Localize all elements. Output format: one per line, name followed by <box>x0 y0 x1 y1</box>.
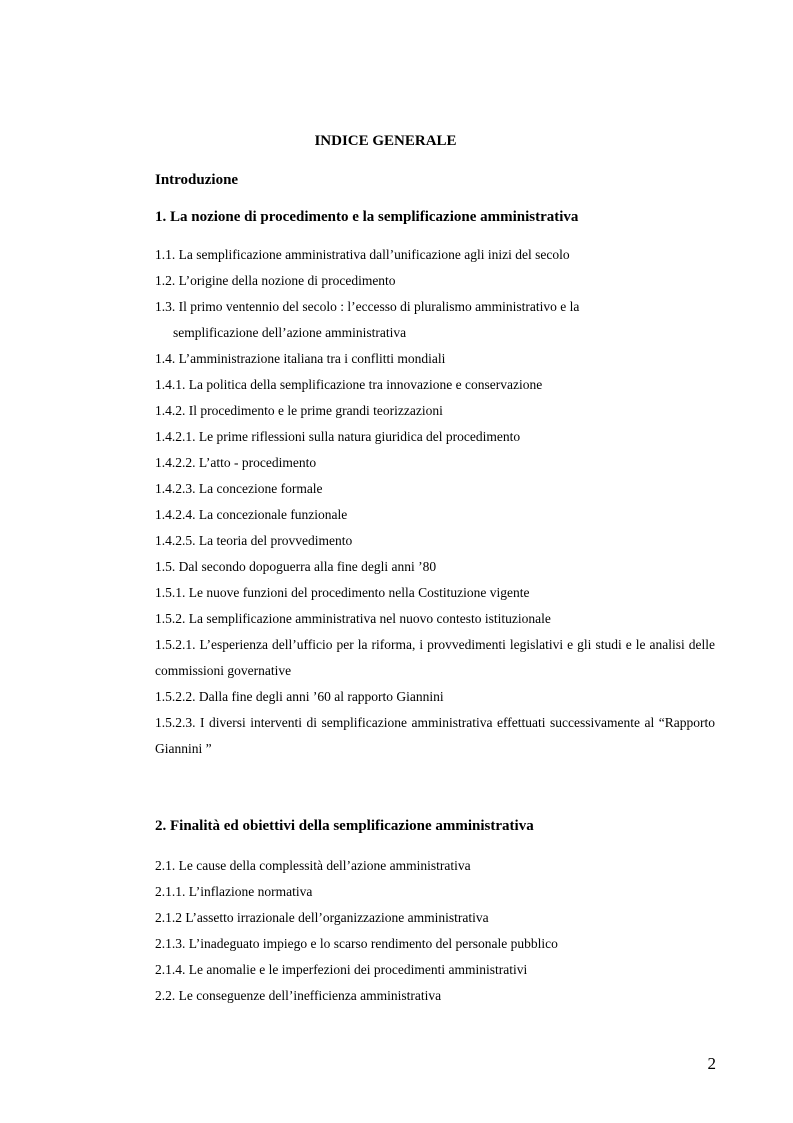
toc-entry: 1.5.2.2. Dalla fine degli anni ’60 al rapporto Giannini <box>155 689 444 704</box>
section-2-heading: 2. Finalità ed obiettivi della semplificazione amministrativa <box>155 818 534 834</box>
toc-entry-continuation <box>155 320 715 346</box>
section-2-list <box>155 853 715 1009</box>
toc-entry: 1.2. L’origine della nozione di procedimento <box>155 273 396 288</box>
toc-entry: 1.4.2.4. La concezionale funzionale <box>155 507 348 522</box>
toc-entry: 2.1.3. L’inadeguato impiego e lo scarso rendimento del personale pubblico <box>155 936 558 951</box>
toc-entry: 1.1. La semplificazione amministrativa dall’unificazione agli inizi del secolo <box>155 247 570 262</box>
toc-entry: 1.4. L’amministrazione italiana tra i conflitti mondiali <box>155 351 446 366</box>
toc-entry-continuation-text: semplificazione dell’azione amministrativa <box>173 325 407 340</box>
toc-entry: 1.5.1. Le nuove funzioni del procedimento nella Costituzione vigente <box>155 585 530 600</box>
toc-entry: 1.3. Il primo ventennio del secolo : l’eccesso di pluralismo amministrativo e la <box>155 299 580 314</box>
page-number: 2 <box>707 1054 716 1073</box>
intro-heading: Introduzione <box>155 172 239 188</box>
toc-entry: 1.4.1. La politica della semplificazione tra innovazione e conservazione <box>155 377 543 392</box>
toc-entry: 1.4.2.5. La teoria del provvedimento <box>155 533 353 548</box>
section-1-heading: 1. La nozione di procedimento e la semplificazione amministrativa <box>155 209 579 225</box>
toc-entry: 2.2. Le conseguenze dell’inefficienza amministrativa <box>155 988 442 1003</box>
toc-entry: 2.1.4. Le anomalie e le imperfezioni dei procedimenti amministrativi <box>155 962 528 977</box>
toc-entry: 1.4.2.1. Le prime riflessioni sulla natura giuridica del procedimento <box>155 429 521 444</box>
toc-entry: 1.4.2. Il procedimento e le prime grandi teorizzazioni <box>155 403 443 418</box>
toc-entry: 1.4.2.2. L’atto - procedimento <box>155 455 317 470</box>
page-title: INDICE GENERALE <box>314 133 457 149</box>
toc-entry: 2.1.2 L’assetto irrazionale dell’organizzazione amministrativa <box>155 910 489 925</box>
toc-entry: 2.1.1. L’inflazione normativa <box>155 884 313 899</box>
toc-entry: 1.5.2.3. I diversi interventi di semplificazione amministrativa effettuati successivamente al “Rapporto Giannini ” <box>155 715 715 756</box>
toc-entry: 1.5.2. La semplificazione amministrativa nel nuovo contesto istituzionale <box>155 611 551 626</box>
toc-entry: 1.5.2.1. L’esperienza dell’ufficio per la riforma, i provvedimenti legislativi e gli studi e le analisi delle commissioni governative <box>155 637 715 678</box>
toc-entry: 1.5. Dal secondo dopoguerra alla fine degli anni ’80 <box>155 559 437 574</box>
toc-entry: 1.4.2.3. La concezione formale <box>155 481 323 496</box>
section-1-list <box>155 242 715 762</box>
toc-entry: 2.1. Le cause della complessità dell’azione amministrativa <box>155 858 471 873</box>
